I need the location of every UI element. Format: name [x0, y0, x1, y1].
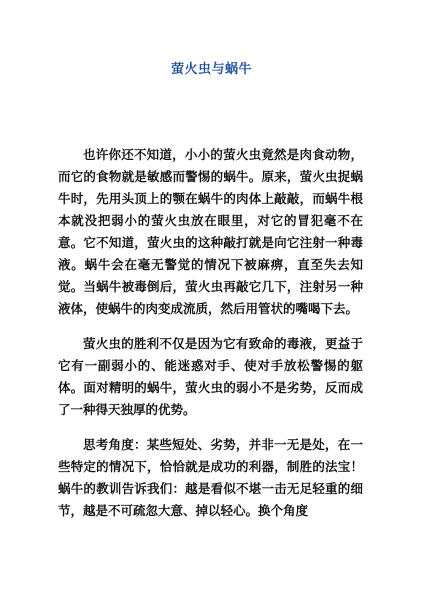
document-body	[58, 144, 363, 535]
paragraph-3: 思考角度：某些短处、劣势，并非一无是处，在一些特定的情况下，恰恰就是成功的利器，制胜的法宝！蜗牛的教训告诉我们：越是看似不堪一击无足轻重的细节，越是不可疏忽大意、掉以轻心。换个角度	[58, 437, 363, 518]
document-title: 萤火虫与蜗牛	[170, 62, 252, 77]
paragraph-1: 也许你还不知道，小小的萤火虫竟然是肉食动物，而它的食物就是敏感而警惕的蜗牛。原来，萤火虫捉蜗牛时，先用头顶上的颚在蜗牛的肉体上敲敲，而蜗牛根本就没把弱小的萤火虫放在眼里，对它的冒犯毫不在意。它不知道，萤火虫的这种敲打就是向它注射一种毒液。蜗牛会在毫无警觉的情况下被麻痹，直至失去知觉。当蜗牛被毒倒后，萤火虫再敲它几下，注射另一种液体，使蜗牛的肉变成流质，然后用管状的嘴喝下去。	[58, 147, 363, 316]
paragraph-2: 萤火虫的胜利不仅是因为它有致命的毒液，更益于它有一副弱小的、能迷惑对手、使对手放松警惕的躯体。面对精明的蜗牛，萤火虫的弱小不是劣势，反而成了一种得天独厚的优势。	[58, 336, 363, 417]
